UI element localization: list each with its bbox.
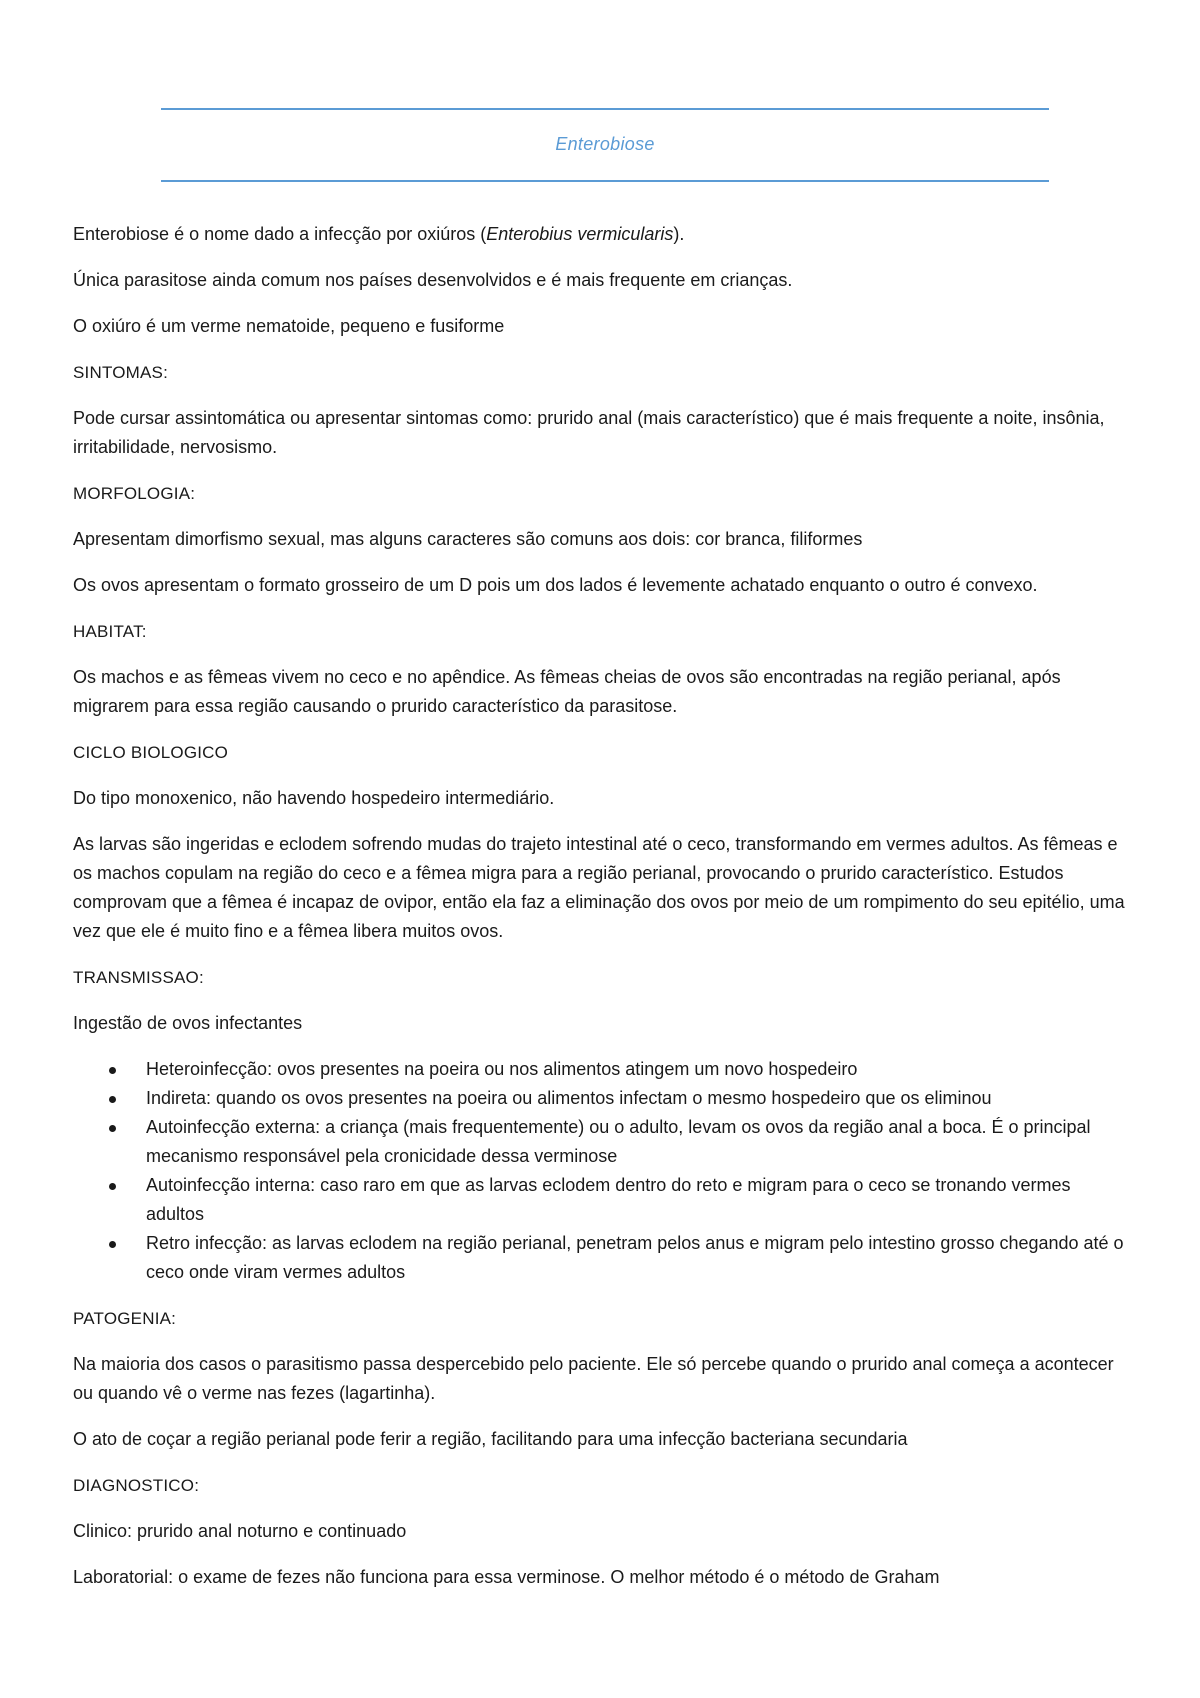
patogenia-heading: PATOGENIA: xyxy=(73,1309,177,1328)
list-item-text: Autoinfecção externa: a criança (mais frequentemente) ou o adulto, levam os ovos da região anal a boca. É o principal mecanismo responsável pela cronicidade dessa verminose xyxy=(146,1117,1091,1166)
morfologia-paragraph-1: Apresentam dimorfismo sexual, mas alguns caracteres são comuns aos dois: cor branca, filiformes xyxy=(73,529,863,549)
intro-p1-end: ). xyxy=(673,224,685,244)
patogenia-paragraph-2: O ato de coçar a região perianal pode ferir a região, facilitando para uma infecção bacteriana secundaria xyxy=(73,1429,908,1449)
habitat-paragraph: Os machos e as fêmeas vivem no ceco e no apêndice. As fêmeas cheias de ovos são encontradas na região perianal, após migrarem para essa região causando o prurido característico da parasitose. xyxy=(73,667,1061,716)
ciclo-paragraph-1: Do tipo monoxenico, não havendo hospedeiro intermediário. xyxy=(73,788,555,808)
list-item xyxy=(73,1171,1133,1229)
document-body xyxy=(73,220,1133,1609)
ciclo-heading: CICLO BIOLOGICO xyxy=(73,743,229,762)
transmissao-heading: TRANSMISSAO: xyxy=(73,968,204,987)
patogenia-paragraph-1: Na maioria dos casos o parasitismo passa despercebido pelo paciente. Ele só percebe quando o prurido anal começa a acontecer ou quando vê o verme nas fezes (lagartinha). xyxy=(73,1354,1114,1403)
habitat-heading: HABITAT: xyxy=(73,622,147,641)
morfologia-heading: MORFOLOGIA: xyxy=(73,484,196,503)
intro-paragraph-1 xyxy=(73,220,1133,249)
bullet-icon xyxy=(109,1183,116,1190)
bullet-icon xyxy=(109,1096,116,1103)
ciclo-paragraph-2: As larvas são ingeridas e eclodem sofrendo mudas do trajeto intestinal até o ceco, transformando em vermes adultos. As fêmeas e os machos copulam na região do ceco e a fêmea migra para a região perianal, provocando o prurido característico. Estudos comprovam que a fêmea é incapaz de ovipor, então ela faz a eliminação dos ovos por meio de um rompimento do seu epitélio, uma vez que ele é muito fino e a fêmea libera muitos ovos. xyxy=(73,834,1125,941)
diagnostico-paragraph-1: Clinico: prurido anal noturno e continuado xyxy=(73,1521,407,1541)
list-item-text: Heteroinfecção: ovos presentes na poeira ou nos alimentos atingem um novo hospedeiro xyxy=(146,1059,858,1079)
morfologia-paragraph-2: Os ovos apresentam o formato grosseiro de um D pois um dos lados é levemente achatado enquanto o outro é convexo. xyxy=(73,575,1038,595)
document-title: Enterobiose xyxy=(555,134,655,154)
transmissao-paragraph: Ingestão de ovos infectantes xyxy=(73,1013,303,1033)
species-name: Enterobius vermicularis xyxy=(486,224,674,244)
list-item xyxy=(73,1055,1133,1084)
transmissao-list xyxy=(73,1055,1133,1287)
list-item xyxy=(73,1113,1133,1171)
intro-p1-text: Enterobiose é o nome dado a infecção por oxiúros ( xyxy=(73,224,487,244)
bullet-icon xyxy=(109,1125,116,1132)
diagnostico-heading: DIAGNOSTICO: xyxy=(73,1476,200,1495)
bullet-icon xyxy=(109,1241,116,1248)
intro-paragraph-2: Única parasitose ainda comum nos países desenvolvidos e é mais frequente em crianças. xyxy=(73,270,793,290)
list-item-text: Autoinfecção interna: caso raro em que as larvas eclodem dentro do reto e migram para o ceco se tronando vermes adultos xyxy=(146,1175,1071,1224)
sintomas-paragraph: Pode cursar assintomática ou apresentar sintomas como: prurido anal (mais característico) que é mais frequente a noite, insônia, irritabilidade, nervosismo. xyxy=(73,408,1105,457)
title-block xyxy=(161,108,1049,182)
diagnostico-paragraph-2: Laboratorial: o exame de fezes não funciona para essa verminose. O melhor método é o método de Graham xyxy=(73,1567,940,1587)
list-item xyxy=(73,1084,1133,1113)
list-item xyxy=(73,1229,1133,1287)
list-item-text: Indireta: quando os ovos presentes na poeira ou alimentos infectam o mesmo hospedeiro que os eliminou xyxy=(146,1088,992,1108)
bullet-icon xyxy=(109,1067,116,1074)
intro-paragraph-3: O oxiúro é um verme nematoide, pequeno e fusiforme xyxy=(73,316,505,336)
sintomas-heading: SINTOMAS: xyxy=(73,363,169,382)
list-item-text: Retro infecção: as larvas eclodem na região perianal, penetram pelos anus e migram pelo intestino grosso chegando até o ceco onde viram vermes adultos xyxy=(146,1233,1124,1282)
